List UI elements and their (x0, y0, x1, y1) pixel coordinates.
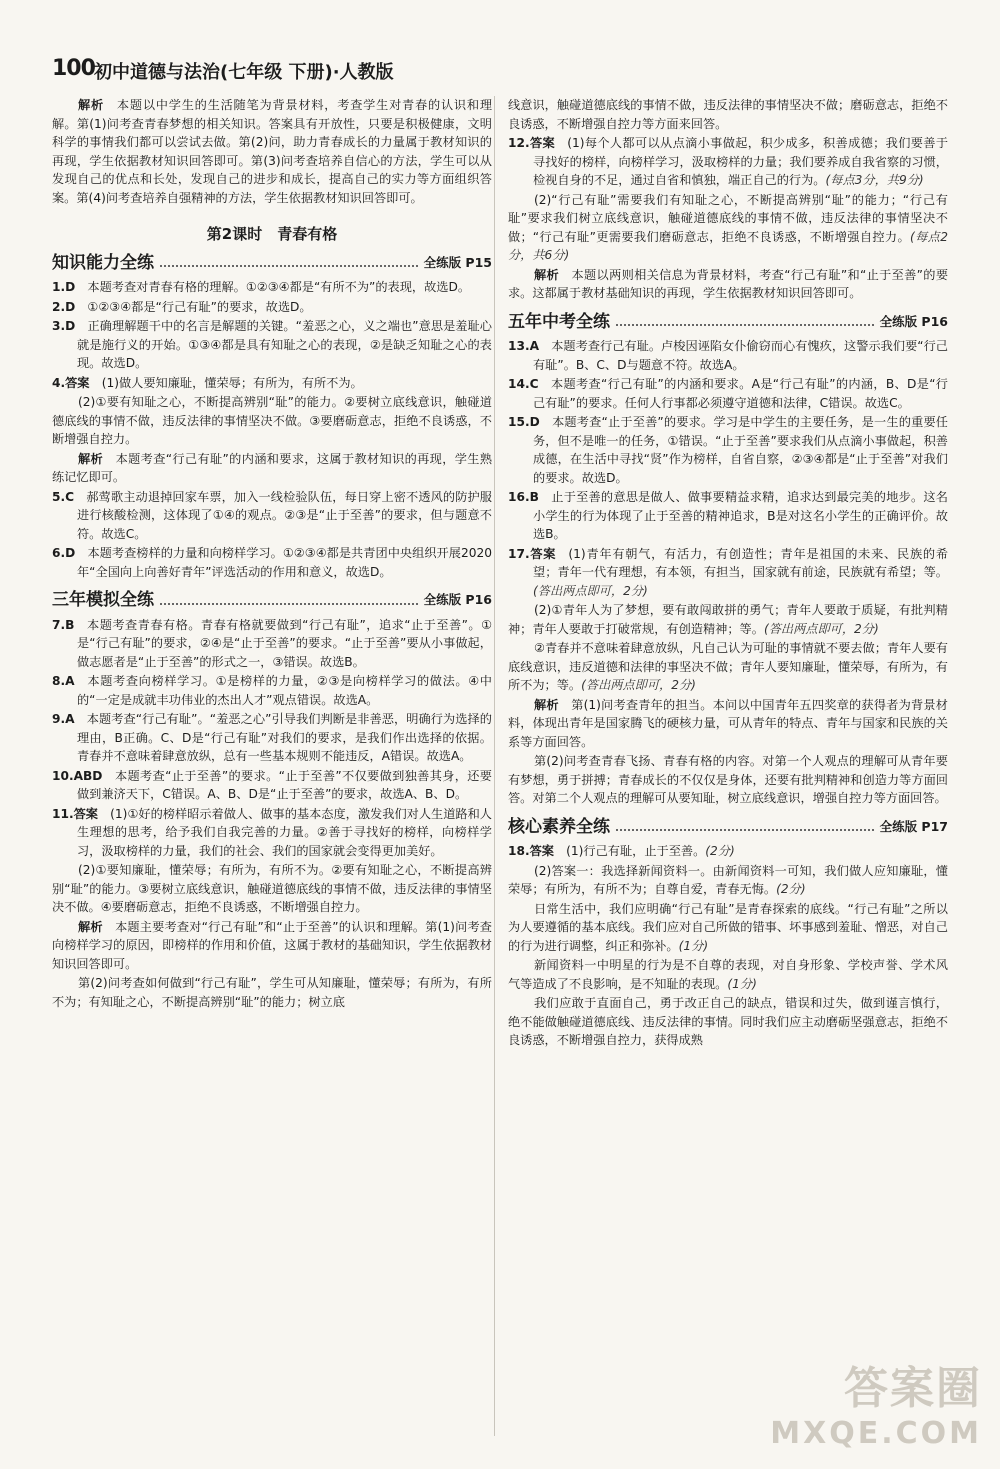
item-label: 10.ABD (52, 768, 103, 783)
item-text: 我们应敢于直面自己，勇于改正自己的缺点，错误和过失，做到谨言慎行，绝不能做触碰道德底线、违反法律的事情。同时我们应主动磨砺坚强意志，拒绝不良诱惑，不断增强自控力，获得成熟 (508, 996, 948, 1047)
item-label: 18.答案 (508, 844, 554, 858)
score-note: (答出两点即可，2分) (763, 621, 879, 636)
item-text: 本题主要考查对“行己有耻”和“止于至善”的认识和理解。第(1)问考查向榜样学习的原因，即榜样的作用和价值，这属于教材的基础知识，学生依据教材知识回答即可。 (52, 919, 492, 971)
answer-item (508, 413, 948, 487)
item-label: 8.A (52, 674, 75, 688)
section-title: 知识能力全练 (52, 252, 154, 273)
score-note: (1分) (678, 938, 709, 953)
lesson-title: 第2课时 青春有格 (206, 225, 338, 243)
item-text: 本题考查“行己有耻”。“羞恶之心”引导我们判断是非善恶，明确行为选择的理由，B正确。C、D是“行己有耻”对我们的要求，是我们作出选择的依据。青春并不意味着肆意放纵，总有一些基本规则不能违反，A错误。故选A。 (77, 712, 492, 763)
section-title: 核心素养全练 (508, 816, 610, 837)
text-paragraph (508, 956, 948, 993)
item-label: 4.答案 (52, 375, 90, 390)
right-column (508, 96, 948, 1051)
answer-item (52, 298, 492, 317)
section-header (508, 313, 948, 332)
item-text: (2)①要有知耻之心，不断提高辨别“耻”的能力。②要树立底线意识，触碰道德底线的事情不做，违反法律的事情坚决不做。③要磨砺意志，拒绝不良诱惑，不断增强自控力。 (52, 395, 492, 446)
text-paragraph (508, 752, 948, 808)
score-note: (答出两点即可，2分) (533, 583, 648, 598)
item-text: 本题考查榜样的力量和向榜样学习。①②③④都是共青团中央组织开展2020年“全国向上向善好青年”评选活动的作用和意义，故选D。 (77, 546, 492, 579)
section-header (508, 818, 948, 837)
item-label: 12.答案 (508, 136, 556, 150)
item-text: 本题考查“止于至善”的要求。“止于至善”不仅要做到独善其身，还要做到兼济天下，C错误。A、B、D是“止于至善”的要求，故选A、B、D。 (77, 768, 492, 801)
item-text: 正确理解题干中的名言是解题的关键。“羞恶之心，义之端也”意思是羞耻心就是施行义的开始。①③④都是具有知耻之心的表现，②是缺乏知耻之心的表现。故选D。 (77, 319, 492, 370)
score-note: (2分) (705, 844, 735, 858)
section-dots (616, 829, 874, 831)
item-label: 1.D (52, 280, 76, 294)
analysis-paragraph (508, 266, 948, 303)
item-label: 2.D (52, 299, 76, 314)
text-paragraph (52, 393, 492, 449)
score-note: (答出两点即可，2分) (581, 678, 696, 692)
answer-item (52, 805, 492, 861)
item-text: ①②③④都是“行己有耻”的要求，故选D。 (87, 299, 312, 314)
answer-item (52, 544, 492, 581)
item-text: (2)“行己有耻”需要我们有知耻之心，不断提高辨别“耻”的能力；“行己有耻”要求我们树立底线意识，触碰道德底线的事情不做，违反法律的事情坚决不做；“行己有耻”更需要我们磨砺意志，拒绝不良诱惑，不断增强自控力。 (508, 192, 948, 244)
watermark-logo: 答案圈 (844, 1363, 982, 1414)
book-title: 初中道德与法治(七年级 下册)·人教版 (94, 62, 394, 83)
section-page-ref: 全练版 P17 (879, 818, 948, 834)
answer-item (508, 375, 948, 412)
analysis-paragraph (508, 696, 948, 752)
item-text: ②青春并不意味着肆意放纵，凡自己认为可耻的事情就不要去做；青年人要有底线意识，违反道德和法律的事坚决不做；青年人要知廉耻，懂荣辱，有所为，有所不为；等。 (508, 641, 948, 692)
answer-item (52, 616, 492, 672)
section-page-ref: 全练版 P16 (879, 313, 948, 329)
item-label: 6.D (52, 546, 76, 560)
item-text: (1)①好的榜样昭示着做人、做事的基本态度，激发我们对人生道路和人生理想的思考，给予我们自我完善的力量。②善于寻找好的榜样，向榜样学习，汲取榜样的力量，我们的社会、我们的国家就会变得更加美好。 (77, 806, 492, 858)
section-title: 三年模拟全练 (52, 590, 154, 610)
item-text: 本题考查“行己有耻”的内涵和要求，这属于教材知识的再现，学生熟练记忆即可。 (52, 451, 493, 484)
item-text: (2)①青年人为了梦想，要有敢闯敢拼的勇气；青年人要敢于质疑，有批判精神；青年人要敢于打破常规，有创造精神；等。 (508, 603, 948, 636)
answer-item (52, 278, 492, 297)
item-label: 14.C (508, 377, 539, 391)
item-text: 日常生活中，我们应明确“行己有耻”是青春探索的底线。“行己有耻”之所以为人要遵循的基本底线。我们应对自己所做的错事、坏事感到羞耻、憎恶，对自己的行为进行调整，纠正和弥补。 (508, 901, 948, 953)
text-paragraph (508, 191, 948, 265)
answer-item (52, 488, 492, 544)
item-label: 解析 (78, 98, 104, 112)
item-text: 郝莺歌主动退掉回家车票，加入一线检验队伍，每日穿上密不透风的防护服进行核酸检测，这体现了①④的观点。②③是“止于至善”的要求，但与题意不符。故选C。 (77, 489, 492, 541)
section-dots (616, 324, 874, 326)
analysis-paragraph (52, 450, 492, 487)
item-text: 本题以中学生的生活随笔为背景材料，考查学生对青春的认识和理解。第(1)问考查青春梦想的相关知识。答案具有开放性，只要是积极健康，文明科学的事情我们都可以尝试去做。第(2)问，助力青春成长的力量属于教材知识的再现，学生依据教材知识回答即可。第(3)问考查培养自信心的方法，学生可以从发现自己的优点和长处，发现自己的进步和成长，提高自己的实力等方面组织答案。第(4)问考查培养自强精神的方法，学生依据教材知识回答即可。 (52, 98, 493, 205)
item-text: 本题考查对青春有格的理解。①②③④都是“有所不为”的表现，故选D。 (87, 280, 471, 294)
answer-item (52, 374, 492, 393)
item-text: 新闻资料一中明星的行为是不自尊的表现，对自身形象、学校声誉、学术风气等造成了不良影响，是不知耻的表现。 (508, 958, 948, 991)
item-label: 11.答案 (52, 806, 98, 821)
item-text: (1)每个人都可以从点滴小事做起，积少成多，积善成德；我们要善于寻找好的榜样，向榜样学习，汲取榜样的力量；我们要养成自我省察的习惯，检视自身的不足，通过自省和慎独，端正自己的行为。 (533, 136, 949, 187)
item-label: 解析 (534, 697, 559, 712)
answer-item (52, 710, 492, 766)
text-paragraph (508, 601, 948, 638)
item-text: 第(2)问考查如何做到“行己有耻”，学生可从知廉耻，懂荣辱；有所为，有所不为；有知耻之心，不断提高辨别“耻”的能力；树立底 (52, 976, 492, 1009)
answer-item (508, 488, 948, 544)
item-text: 本题以两则相关信息为背景材料，考查“行己有耻”和“止于至善”的要求。这都属于教材基础知识的再现，学生依据教材知识回答即可。 (508, 267, 949, 300)
item-label: 3.D (52, 319, 76, 333)
score-note: (每点3分，共9分) (825, 173, 924, 187)
section-title: 五年中考全练 (508, 311, 610, 332)
answer-item (508, 545, 948, 601)
item-label: 解析 (534, 267, 560, 282)
item-label: 13.A (508, 339, 540, 353)
item-label: 15.D (508, 415, 540, 429)
text-paragraph (508, 639, 948, 695)
item-label: 16.B (508, 490, 539, 504)
answer-item (508, 337, 948, 374)
item-text: 本题考查“止于至善”的要求。学习是中学生的主要任务，是一生的重要任务，但不是唯一的任务，①错误。“止于至善”要求我们从点滴小事做起，积善成德，在生活中寻找“贤”作为榜样，自省自察，②③④都是“止于至善”对我们的要求。故选D。 (533, 415, 948, 485)
watermark (770, 1352, 982, 1451)
section-page-ref: 全练版 P16 (423, 592, 492, 607)
left-column (52, 96, 492, 1012)
item-text: 本题考查“行己有耻”的内涵和要求。A是“行己有耻”的内涵，B、D是“行己有耻”的要求。任何人行事都必须遵守道德和法律，C错误。故选C。 (533, 377, 948, 410)
text-paragraph (508, 994, 948, 1050)
analysis-paragraph (52, 96, 492, 207)
item-text: 本题考查青春有格。青春有格就要做到“行己有耻”，追求“止于至善”。①是“行己有耻”的要求，②④是“止于至善”的要求。“止于至善”要从小事做起，做志愿者是“止于至善”的形式之一，③错误。故选B。 (77, 617, 492, 669)
answer-item (508, 842, 948, 861)
item-text: 本题考查向榜样学习。①是榜样的力量，②③是向榜样学习的做法。④中的“一定是成就丰功伟业的杰出人才”观点错误。故选A。 (77, 674, 492, 707)
score-note: (2分) (776, 882, 806, 896)
item-label: 5.C (52, 489, 75, 504)
answer-item (508, 134, 948, 190)
item-text: (2)①要知廉耻，懂荣辱；有所为，有所不为。②要有知耻之心，不断提高辨别“耻”的能力。③要树立底线意识，触碰道德底线的事情不做，违反法律的事情坚决不做。④要磨砺意志，拒绝不良诱惑，不断增强自控力。 (52, 863, 492, 914)
item-label: 17.答案 (508, 546, 557, 561)
text-paragraph (508, 900, 948, 956)
item-label: 9.A (52, 712, 75, 726)
text-paragraph (52, 861, 492, 917)
text-paragraph (508, 96, 948, 133)
page-header (52, 58, 952, 88)
text-paragraph (52, 974, 492, 1011)
item-text: (1)做人要知廉耻，懂荣辱；有所为，有所不为。 (101, 375, 363, 390)
item-text: 止于至善的意思是做人、做事要精益求精，追求达到最完美的地步。这名小学生的行为体现了止于至善的精神追求，B是对这名小学生的正确评价。故选B。 (533, 490, 948, 541)
item-label: 解析 (78, 919, 103, 934)
section-header (52, 591, 492, 610)
analysis-paragraph (52, 918, 492, 974)
item-text: 线意识，触碰道德底线的事情不做，违反法律的事情坚决不做；磨砺意志，拒绝不良诱惑，不断增强自控力等方面来回答。 (508, 98, 948, 131)
item-text: (1)行己有耻，止于至善。 (566, 844, 706, 858)
item-text: 本题考查行己有耻。卢梭因诬陷女仆偷窃而心有愧疚，这警示我们要“行己有耻”。B、C、D与题意不符。故选A。 (533, 339, 948, 372)
item-text: (2)答案一：我选择新闻资料一。由新闻资料一可知，我们做人应知廉耻，懂荣辱；有所为，有所不为；自尊自爱，青春无悔。 (508, 863, 948, 896)
section-dots (160, 603, 418, 605)
section-dots (160, 265, 418, 267)
item-text: 第(2)问考查青春飞扬、青春有格的内容。对第一个人观点的理解可从青年要有梦想，勇于拼搏；青春成长的不仅仅是身体，还要有批判精神和创造力等方面回答。对第二个人观点的理解可从要知耻，树立底线意识，增强自控力等方面回答。 (508, 754, 948, 805)
page-number: 100 (52, 56, 95, 81)
item-text: (1)青年有朝气，有活力，有创造性；青年是祖国的未来、民族的希望；青年一代有理想，有本领，有担当，国家就有前途，民族就有希望；等。 (533, 546, 949, 579)
item-label: 7.B (52, 617, 75, 632)
item-text: 第(1)问考查青年的担当。本问以中国青年五四奖章的获得者为背景材料，体现出青年是国家腾飞的硬核力量，可从青年的特点、青年与国家和民族的关系等方面回答。 (508, 697, 948, 749)
text-paragraph (508, 862, 948, 899)
answer-item (52, 672, 492, 709)
section-page-ref: 全练版 P15 (423, 254, 492, 270)
watermark-url: MXQE.COM (770, 1416, 982, 1451)
item-label: 解析 (78, 451, 104, 466)
score-note: (1分) (727, 976, 757, 991)
answer-item (52, 317, 492, 373)
section-header (52, 254, 492, 273)
score-note: (每点2分，共6分) (508, 229, 948, 262)
column-divider (494, 96, 495, 1436)
answer-item (52, 767, 492, 804)
